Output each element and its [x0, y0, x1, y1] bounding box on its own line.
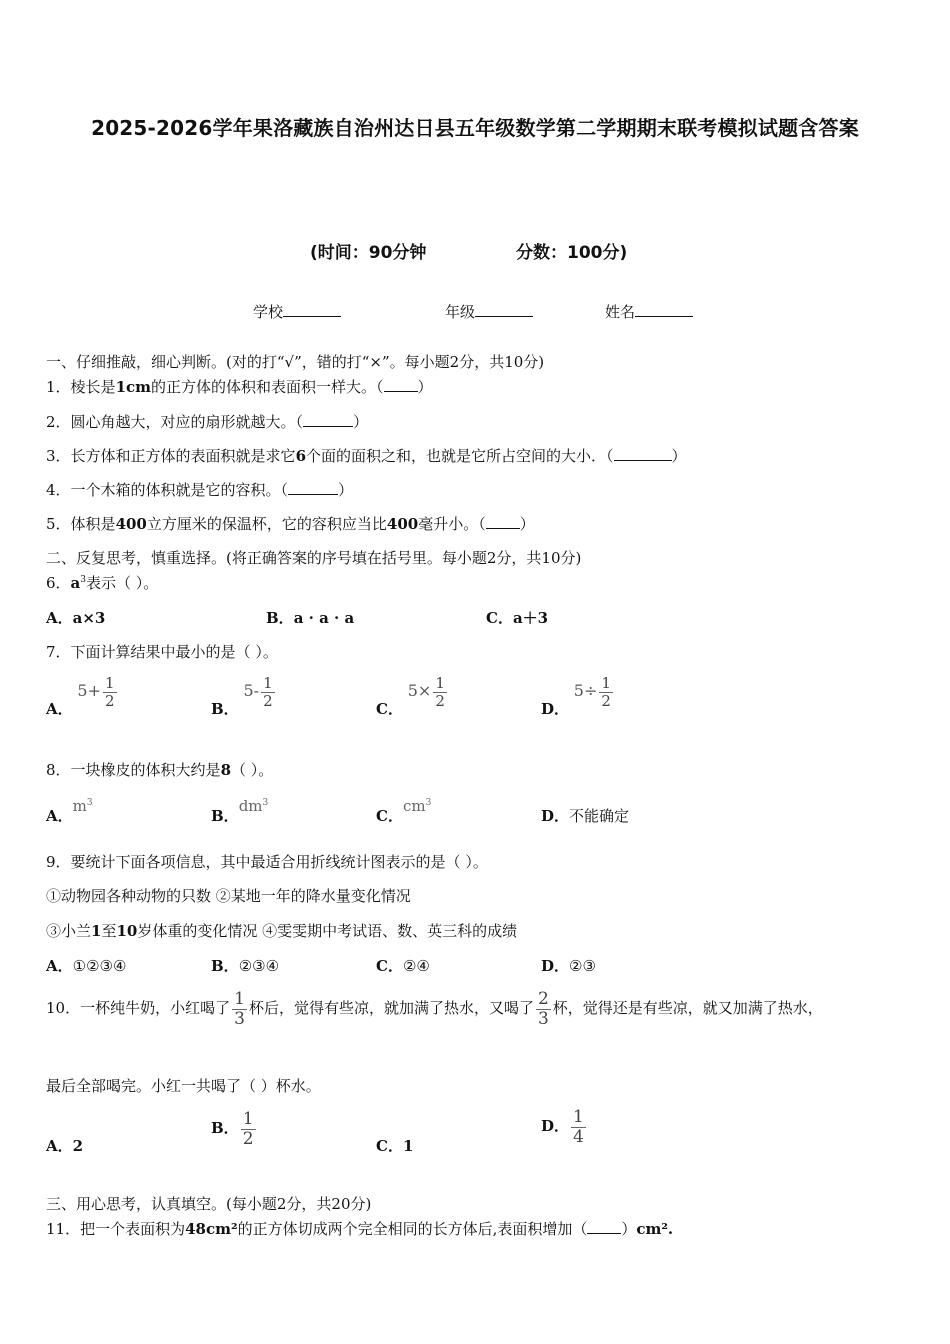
- option-label: B．: [211, 1119, 239, 1138]
- answer-blank[interactable]: [384, 377, 418, 392]
- section-3-heading: 三、用心思考，认真填空。(每小题2分，共20分): [46, 1195, 372, 1213]
- unit: [73, 797, 93, 815]
- question-text: （ ）。: [231, 761, 274, 779]
- unit-exponent: 3: [86, 798, 93, 808]
- question-4: [46, 479, 353, 500]
- question-number: 1．: [46, 378, 71, 396]
- name-field[interactable]: [605, 301, 693, 322]
- fraction-denominator: 2: [242, 1128, 254, 1149]
- option-label: C．: [486, 609, 513, 627]
- q6-option-b[interactable]: [266, 607, 354, 628]
- option-label: B．: [266, 609, 294, 627]
- q8-option-b[interactable]: [211, 795, 269, 825]
- expression-operator: -: [253, 681, 260, 700]
- question-number: 2．: [46, 413, 71, 431]
- question-10: [46, 990, 823, 1028]
- question-text: ③小兰: [46, 922, 92, 940]
- question-number-value: 400: [115, 515, 147, 533]
- option-text: ②③④: [238, 957, 280, 975]
- question-number: 7．: [46, 643, 71, 661]
- question-text: 至: [101, 922, 117, 940]
- question-2: [46, 411, 368, 432]
- fraction-numerator: 2: [537, 989, 549, 1009]
- q8-option-a[interactable]: [46, 795, 93, 825]
- school-blank[interactable]: [283, 302, 341, 317]
- question-text: ）: [671, 447, 687, 465]
- option-text: 1: [402, 1137, 414, 1155]
- question-text: 个面的面积之和，也就是它所占空间的大小．（: [306, 447, 614, 465]
- fraction: [599, 675, 613, 709]
- option-label: C．: [376, 1137, 403, 1155]
- option-text: 不能确定: [569, 807, 630, 825]
- fraction: [232, 990, 247, 1028]
- fraction-denominator: 3: [537, 1008, 549, 1029]
- question-text: 体积是: [70, 515, 116, 533]
- option-label: A．: [46, 609, 73, 627]
- question-text: ）: [621, 1220, 637, 1238]
- unit-exponent: 3: [262, 798, 269, 808]
- option-label: B．: [211, 700, 239, 718]
- grade-label: 年级: [445, 303, 476, 321]
- question-7: [46, 641, 278, 662]
- fraction: [103, 675, 117, 709]
- option-text: 2: [72, 1137, 84, 1155]
- question-unit: cm².: [636, 1220, 674, 1238]
- q9-option-d[interactable]: [541, 955, 596, 976]
- option-text: a×3: [72, 609, 106, 627]
- question-9: [46, 851, 488, 872]
- q10-option-a[interactable]: [46, 1135, 83, 1156]
- q9-option-a[interactable]: [46, 955, 126, 976]
- question-text: 把一个表面积为: [80, 1220, 186, 1238]
- unit-text: cm: [402, 797, 426, 815]
- q6-option-c[interactable]: [486, 607, 548, 628]
- option-label: A．: [46, 700, 73, 718]
- fraction-numerator: 1: [263, 674, 273, 692]
- section-2-heading: 二、反复思考，慎重选择。(将正确答案的序号填在括号里。每小题2分，共10分): [46, 549, 582, 567]
- expression-number: 5: [77, 681, 88, 700]
- question-number-value: 1cm: [115, 378, 152, 396]
- question-text: 表示（ ）。: [86, 574, 159, 592]
- q9-line-2: [46, 920, 517, 941]
- q7-option-a[interactable]: [46, 674, 119, 718]
- expression-operator: ×: [417, 681, 432, 700]
- q10-option-c[interactable]: [376, 1135, 413, 1156]
- question-text: 一个木箱的体积就是它的容积。（: [70, 481, 289, 499]
- q7-option-d[interactable]: [541, 674, 615, 718]
- fraction-denominator: 2: [601, 691, 611, 710]
- option-label: C．: [376, 957, 403, 975]
- question-number-value: 10: [116, 922, 138, 940]
- question-text: ）: [338, 481, 354, 499]
- page-title: 2025-2026学年果洛藏族自治州达日县五年级数学第二学期期末联考模拟试题含答案: [91, 116, 859, 140]
- fraction: [433, 675, 447, 709]
- grade-field[interactable]: [445, 301, 533, 322]
- question-6: [46, 572, 158, 593]
- option-label: D．: [541, 700, 570, 718]
- option-text: ②③: [569, 957, 596, 975]
- question-5: [46, 513, 535, 534]
- fraction-numerator: 1: [601, 674, 611, 692]
- option-label: C．: [376, 700, 403, 718]
- fraction-denominator: 2: [263, 691, 273, 710]
- question-text: 棱长是: [70, 378, 116, 396]
- option-text: a＋3: [512, 609, 549, 627]
- fraction-numerator: 1: [234, 989, 245, 1009]
- fraction-numerator: 1: [435, 674, 445, 692]
- fraction: [241, 1110, 256, 1148]
- q7-option-c[interactable]: [376, 674, 449, 718]
- expression-number: 5: [407, 681, 418, 700]
- question-text: ）: [353, 413, 369, 431]
- exam-time: (时间：90分钟: [310, 243, 427, 263]
- unit-text: m: [72, 797, 87, 815]
- question-11: [46, 1218, 673, 1239]
- q10-line-2: 最后全部喝完。小红一共喝了（ ）杯水。: [46, 1077, 321, 1095]
- question-text: 的正方体的体积和表面积一样大。（: [151, 378, 384, 396]
- question-3: [46, 445, 687, 466]
- fraction-numerator: 1: [242, 1109, 254, 1129]
- unit: [239, 797, 269, 815]
- q10-option-b[interactable]: [211, 1110, 258, 1148]
- name-blank[interactable]: [635, 302, 693, 317]
- question-text: 杯后，觉得有些凉，就加满了热水，又喝了: [248, 999, 534, 1018]
- fraction: [261, 675, 275, 709]
- q9-line-1: ①动物园各种动物的只数 ②某地一年的降水量变化情况: [46, 887, 411, 905]
- question-number: 9．: [46, 853, 71, 871]
- answer-blank[interactable]: [486, 514, 520, 529]
- unit: [403, 797, 431, 815]
- question-number: 6．: [46, 574, 71, 592]
- school-label: 学校: [253, 303, 284, 321]
- expression-number: 5: [243, 681, 254, 700]
- question-text: ）: [417, 378, 433, 396]
- fraction-denominator: 3: [234, 1008, 245, 1029]
- unit-exponent: 3: [425, 798, 432, 808]
- question-text: 圆心角越大，对应的扇形就越大。（: [70, 413, 304, 431]
- expression-operator: +: [87, 681, 102, 700]
- q10-option-d[interactable]: [541, 1108, 588, 1146]
- option-label: D．: [541, 807, 570, 825]
- question-number-value: 8: [220, 761, 231, 779]
- question-1: [46, 376, 433, 397]
- q8-option-d[interactable]: [541, 805, 629, 826]
- section-1-heading: 一、仔细推敲，细心判断。(对的打“√”，错的打“×”。每小题2分，共10分): [46, 353, 545, 371]
- question-text: 立方厘米的保温杯，它的容积应当比: [146, 515, 387, 533]
- question-number: 10．: [46, 999, 81, 1018]
- question-number: 4．: [46, 481, 71, 499]
- answer-blank[interactable]: [587, 1219, 621, 1234]
- school-field[interactable]: [253, 301, 341, 322]
- question-text: 一块橡皮的体积大约是: [70, 761, 221, 779]
- question-number: 5．: [46, 515, 71, 533]
- question-number: 3．: [46, 447, 71, 465]
- option-label: D．: [541, 1117, 570, 1136]
- fraction-denominator: 2: [105, 691, 115, 710]
- option-label: A．: [46, 957, 73, 975]
- question-number-value: 1: [91, 922, 102, 940]
- fraction-denominator: 2: [435, 691, 445, 710]
- question-number: 11．: [46, 1220, 81, 1238]
- option-label: A．: [46, 1137, 73, 1155]
- q7-option-b[interactable]: [211, 674, 277, 718]
- option-label: C．: [376, 807, 403, 825]
- question-number-value: 400: [386, 515, 419, 533]
- question-number-value: 48cm²: [185, 1220, 238, 1238]
- power-base: a: [70, 574, 81, 592]
- q8-option-c[interactable]: [376, 795, 432, 825]
- question-text: 下面计算结果中最小的是（ ）。: [70, 643, 278, 661]
- option-text: ②④: [402, 957, 430, 975]
- expression-number: 5: [573, 681, 584, 700]
- q6-option-a[interactable]: [46, 607, 105, 628]
- answer-blank[interactable]: [288, 480, 338, 495]
- unit-text: dm: [238, 797, 263, 815]
- option-label: D．: [541, 957, 570, 975]
- exam-score: 分数：100分): [516, 243, 628, 263]
- option-label: A．: [46, 807, 73, 825]
- fraction: [536, 990, 551, 1028]
- grade-blank[interactable]: [475, 302, 533, 317]
- option-label: B．: [211, 957, 239, 975]
- question-text: 要统计下面各项信息，其中最适合用折线统计图表示的是（ ）。: [70, 853, 488, 871]
- fraction-denominator: 4: [573, 1126, 584, 1147]
- answer-blank[interactable]: [303, 412, 353, 427]
- question-number: 8．: [46, 761, 71, 779]
- expression-operator: ÷: [583, 681, 598, 700]
- q9-option-c[interactable]: [376, 955, 430, 976]
- option-text: a · a · a: [293, 609, 355, 627]
- fraction-numerator: 1: [105, 674, 115, 692]
- option-label: B．: [211, 807, 239, 825]
- question-text: 毫升小。（: [418, 515, 486, 533]
- question-text: 长方体和正方体的表面积就是求它: [70, 447, 296, 465]
- question-text: 的正方体切成两个完全相同的长方体后,表面积增加（: [237, 1220, 588, 1238]
- question-8: [46, 759, 273, 780]
- fraction: [571, 1108, 586, 1146]
- name-label: 姓名: [605, 303, 636, 321]
- power-exponent: 3: [80, 575, 87, 585]
- question-number-value: 6: [295, 447, 306, 465]
- question-text: 一杯纯牛奶，小红喝了: [80, 999, 231, 1018]
- fraction-numerator: 1: [573, 1107, 584, 1127]
- q9-option-b[interactable]: [211, 955, 279, 976]
- question-text: ）: [519, 515, 535, 533]
- option-text: ①②③④: [72, 957, 127, 975]
- question-text: 岁体重的变化情况 ④雯雯期中考试语、数、英三科的成绩: [137, 922, 518, 940]
- question-text: 杯，觉得还是有些凉，就又加满了热水，: [552, 999, 823, 1018]
- answer-blank[interactable]: [614, 446, 672, 461]
